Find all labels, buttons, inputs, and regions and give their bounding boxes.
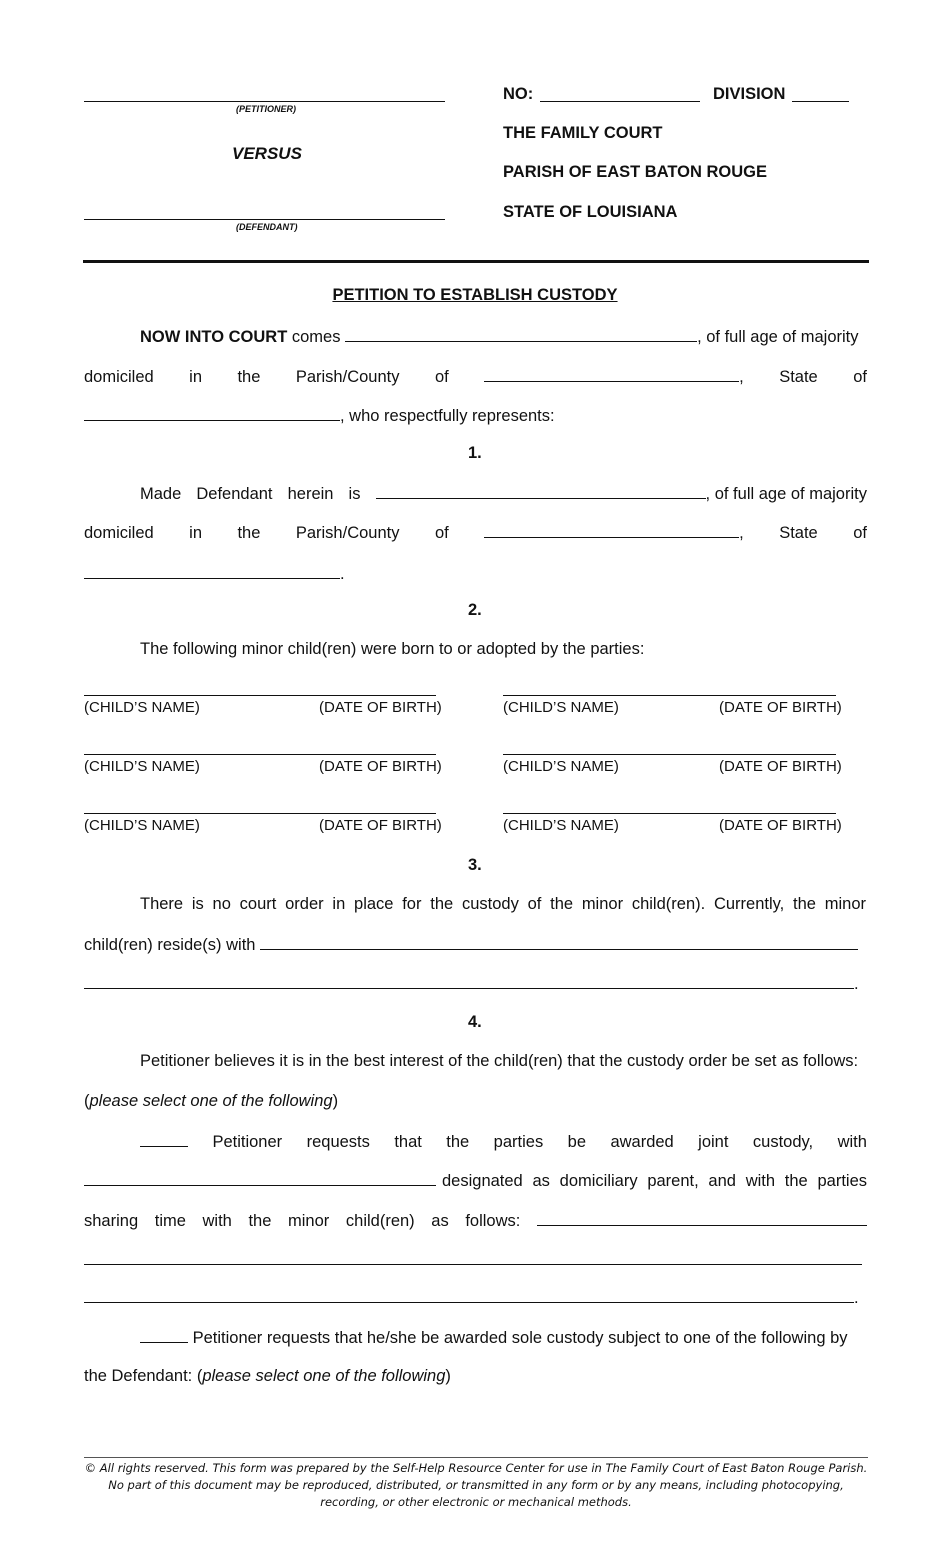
- made-word: Made: [140, 485, 182, 503]
- child-name-label: (CHILD’S NAME): [503, 817, 619, 834]
- domiciliary-parent-field[interactable]: [84, 1170, 436, 1186]
- defendant-label: (DEFENDANT): [236, 222, 298, 232]
- parish-county-word-2: Parish/County: [295, 524, 400, 542]
- comma: ,: [739, 368, 744, 386]
- option-1-line-2: [84, 1170, 867, 1191]
- child-3-line[interactable]: [84, 754, 436, 755]
- in-word-2: in: [189, 524, 202, 542]
- court-state: STATE OF LOUISIANA: [503, 203, 678, 221]
- intro-line-1: [84, 326, 867, 347]
- herein-word: herein: [287, 485, 334, 503]
- child-dob-label: (DATE OF BIRTH): [719, 699, 842, 716]
- the-word-2: the: [237, 524, 261, 542]
- child-5-line[interactable]: [84, 813, 436, 814]
- sole-custody-text: Petitioner requests that he/she be awarded sole custody subject to one of the following by: [192, 1329, 848, 1347]
- division-field[interactable]: [792, 101, 849, 102]
- section-3-reside: [84, 934, 858, 955]
- defendant-full-age: , of full age of majority: [705, 485, 867, 503]
- parish-county-word: Parish/County: [295, 368, 400, 386]
- child-4-line[interactable]: [503, 754, 836, 755]
- section-2-text: The following minor child(ren) were born to or adopted by the parties:: [140, 640, 645, 658]
- period: .: [340, 565, 345, 583]
- the-word: the: [237, 368, 261, 386]
- intro-line-2: [84, 366, 867, 387]
- intro-line-3: [84, 405, 555, 426]
- child-2-line[interactable]: [503, 695, 836, 696]
- petitioner-label: (PETITIONER): [236, 104, 297, 114]
- petitioner-parish-field[interactable]: [484, 366, 739, 382]
- state-word-2: State: [779, 524, 818, 542]
- domiciled-word-2: domiciled: [84, 524, 154, 542]
- option-1-line-3: sharing time with the minor child(ren) as follows:: [84, 1210, 867, 1231]
- petition-title: PETITION TO ESTABLISH CUSTODY: [332, 286, 618, 304]
- defendant-word: Defendant: [196, 485, 273, 503]
- select-instruction: please select one of the following: [89, 1092, 333, 1110]
- option-1-line-1: Petitioner requests that the parties be awarded joint custody, with: [140, 1131, 867, 1152]
- section-2-number: 2.: [468, 601, 482, 619]
- child-name-label: (CHILD’S NAME): [84, 758, 200, 775]
- section-1-line-1: [140, 483, 867, 504]
- defendant-state-field[interactable]: [84, 563, 340, 579]
- petitioner-line[interactable]: [84, 101, 445, 102]
- section-3-line-2: [84, 973, 859, 994]
- reside-with-field[interactable]: [260, 934, 858, 950]
- section-1-line-2: [84, 522, 867, 543]
- copyright-footer: © All rights reserved. This form was prepared by the Self-Help Resource Center for use in The Family Court of East Baton Rouge Parish. No part of this document may be reproduced, distributed, or transmitted in any form or by any means, including photocopying, recording, or other electronic or mechanical methods.: [84, 1457, 868, 1511]
- case-number-field[interactable]: [540, 101, 700, 102]
- sharing-time-field-2[interactable]: [84, 1264, 862, 1265]
- child-dob-label: (DATE OF BIRTH): [319, 758, 442, 775]
- sharing-time-field-3[interactable]: [84, 1287, 854, 1303]
- now-into-court: NOW INTO COURT: [140, 328, 288, 346]
- child-name-label: (CHILD’S NAME): [503, 758, 619, 775]
- of-word: of: [434, 368, 449, 386]
- is-word: is: [348, 485, 361, 503]
- period-3: .: [854, 1289, 859, 1307]
- defendant-parish-field[interactable]: [484, 522, 739, 538]
- section-1-line-3: [84, 563, 345, 584]
- section-4-select: (please select one of the following): [84, 1092, 339, 1110]
- court-name: THE FAMILY COURT: [503, 124, 663, 142]
- petitioner-state-field[interactable]: [84, 405, 340, 421]
- child-dob-label: (DATE OF BIRTH): [319, 817, 442, 834]
- court-parish: PARISH OF EAST BATON ROUGE: [503, 163, 768, 181]
- child-dob-label: (DATE OF BIRTH): [719, 817, 842, 834]
- division-label: DIVISION: [713, 85, 786, 103]
- domiciled-word: domiciled: [84, 368, 154, 386]
- child-1-line[interactable]: [84, 695, 436, 696]
- child-name-label: (CHILD’S NAME): [84, 817, 200, 834]
- section-4-text: Petitioner believes it is in the best interest of the child(ren) that the custody order be set as follows:: [140, 1052, 859, 1070]
- child-name-label: (CHILD’S NAME): [503, 699, 619, 716]
- select-instruction-2: please select one of the following: [202, 1367, 446, 1385]
- designated-text: designated as domiciliary parent, and with the parties: [442, 1172, 867, 1190]
- of-word-3: of: [434, 524, 449, 542]
- child-dob-label: (DATE OF BIRTH): [719, 758, 842, 775]
- of-word-2: of: [853, 368, 867, 386]
- state-word: State: [779, 368, 818, 386]
- section-3-number: 3.: [468, 856, 482, 874]
- represents-text: , who respectfully represents:: [340, 407, 555, 425]
- option-2-line-1: [140, 1327, 848, 1348]
- child-name-label: (CHILD’S NAME): [84, 699, 200, 716]
- in-word: in: [189, 368, 202, 386]
- section-3-text: There is no court order in place for the custody of the minor child(ren). Currently, the minor: [140, 895, 866, 913]
- reside-with-field-2[interactable]: [84, 973, 854, 989]
- defendant-line[interactable]: [84, 219, 445, 220]
- of-word-4: of: [853, 524, 867, 542]
- petitioner-name-field[interactable]: [345, 326, 697, 342]
- sharing-time-field[interactable]: [537, 1210, 867, 1226]
- comma-2: ,: [739, 524, 744, 542]
- section-1-number: 1.: [468, 444, 482, 462]
- reside-text: child(ren) reside(s) with: [84, 936, 256, 954]
- child-6-line[interactable]: [503, 813, 836, 814]
- option-2-line-2: the Defendant: (please select one of the following): [84, 1367, 451, 1385]
- period-2: .: [854, 975, 859, 993]
- full-age-text: , of full age of majority: [697, 328, 859, 346]
- comes-text: comes: [291, 328, 341, 346]
- sole-custody-checkbox[interactable]: [140, 1327, 188, 1343]
- sharing-time-line-3: [84, 1287, 859, 1308]
- section-4-number: 4.: [468, 1013, 482, 1031]
- child-dob-label: (DATE OF BIRTH): [319, 699, 442, 716]
- caption-divider: [83, 260, 869, 263]
- joint-custody-checkbox[interactable]: [140, 1131, 188, 1147]
- versus-label: VERSUS: [232, 144, 302, 163]
- defendant-name-field[interactable]: [376, 483, 706, 499]
- case-number-label: NO:: [503, 85, 534, 103]
